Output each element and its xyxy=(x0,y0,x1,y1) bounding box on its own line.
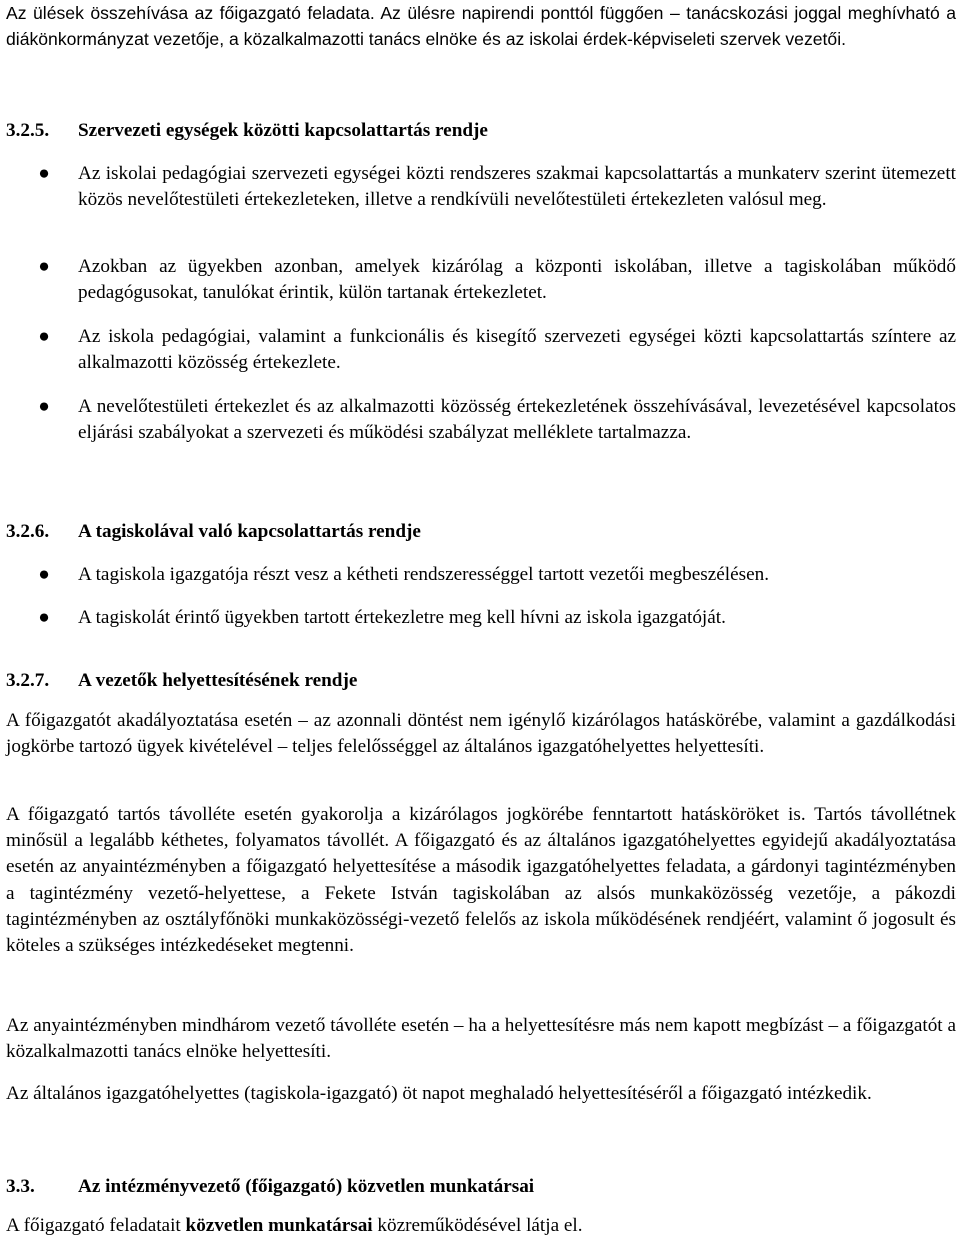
list-item-text: A tagiskolát érintő ügyekben tartott értekezletre meg kell hívni az iskola igazgatóját. xyxy=(78,607,726,628)
bullet-list-3-2-6 xyxy=(6,562,956,631)
paragraph: Az anyaintézményben mindhárom vezető távolléte esetén – ha a helyettesítésre más nem kapott megbízást – a főigazgatót a közalkalmazotti tanács elnöke helyettesíti. xyxy=(6,1015,956,1063)
section-number: 3.3. xyxy=(6,1176,35,1197)
paragraph-3-3 xyxy=(6,1213,956,1239)
paragraph: A főigazgatót akadályoztatása esetén – az azonnali döntést nem igénylő kizárólagos hatáskörébe, valamint a gazdálkodási jogkörbe tartozó ügyek kivételével – teljes felelősséggel az általános igazgatóhelyettes helyettesíti. xyxy=(6,710,956,758)
intro-paragraph: Az ülések összehívása az főigazgató feladata. Az ülésre napirendi ponttól függően – tanácskozási joggal meghívható a diákönkormányzat vezetője, a közalkalmazotti tanács elnöke és az iskolai érdek-képviseleti szervek vezetői. xyxy=(6,3,956,49)
bullet-icon: ● xyxy=(38,326,50,347)
bullet-list-3-2-5 xyxy=(6,161,956,472)
bullet-icon: ● xyxy=(38,256,50,277)
section-heading-3-3 xyxy=(6,1174,534,1200)
section-heading-3-2-6 xyxy=(6,519,421,545)
bullet-icon: ● xyxy=(38,163,50,184)
list-item xyxy=(6,605,956,631)
list-item xyxy=(6,562,956,588)
list-item-text: Az iskola pedagógiai, valamint a funkcionális és kisegítő szervezeti egységei közti kapcsolattartás színtere az alkalmazotti közösség értekezlete. xyxy=(78,326,956,374)
bullet-icon: ● xyxy=(38,396,50,417)
list-item-text: A nevelőtestületi értekezlet és az alkalmazotti közösség értekezletének összehívásával, levezetésével kapcsolatos eljárási szabályokat a szervezeti és működési szabályzat melléklete tartalmazza. xyxy=(78,396,956,444)
section-heading-3-2-5 xyxy=(6,118,488,144)
list-item-text: Azokban az ügyekben azonban, amelyek kizárólag a központi iskolában, illetve a tagiskolában működő pedagógusokat, tanulókat érintik, külön tartanak értekezletet. xyxy=(78,256,956,304)
section-heading-3-2-7 xyxy=(6,668,357,694)
section-number: 3.2.7. xyxy=(6,670,50,691)
list-item xyxy=(6,161,956,239)
paragraph: Az általános igazgatóhelyettes (tagiskola-igazgató) öt napot meghaladó helyettesítéséről a főigazgató intézkedik. xyxy=(6,1083,872,1104)
list-item xyxy=(6,394,956,472)
section-title: Szervezeti egységek közötti kapcsolattartás rendje xyxy=(78,120,488,141)
text-run: A főigazgató feladatait xyxy=(6,1215,186,1236)
paragraph: A főigazgató tartós távolléte esetén gyakorolja a kizárólagos jogkörébe fenntartott hatásköröket is. Tartós távollétnek minősül a legalább kéthetes, folyamatos távollét. A főigazgató és az általános igazgatóhelyettes egyidejű akadályoztatása esetén az anyaintézményben a főigazgató helyettesítése a második igazgatóhelyettes feladata, a gárdonyi tagintézményben a tagintézmény vezető-helyettese, a Fekete István tagiskolában az alsós munkaközösség vezetője, a pákozdi tagintézményben az osztályfőnöki munkaközösségi-vezető felelős az iskola működésének rendjéért, valamint ő jogosult és köteles a szükséges intézkedéseket megtenni. xyxy=(6,804,956,957)
section-title: Az intézményvezető (főigazgató) közvetlen munkatársai xyxy=(78,1176,535,1197)
section-number: 3.2.6. xyxy=(6,521,50,542)
list-item xyxy=(6,324,956,376)
list-item-text: Az iskolai pedagógiai szervezeti egységei közti rendszeres szakmai kapcsolattartás a munkaterv szerint ütemezett közös nevelőtestületi értekezleteken, illetve a rendkívüli nevelőtestületi értekezleten valósul meg. xyxy=(78,163,956,211)
bullet-icon: ● xyxy=(38,564,50,585)
text-run: közreműködésével látja el. xyxy=(372,1215,583,1236)
section-title: A vezetők helyettesítésének rendje xyxy=(78,670,358,691)
bullet-icon: ● xyxy=(38,607,50,628)
list-item xyxy=(6,254,956,306)
section-number: 3.2.5. xyxy=(6,120,50,141)
list-item-text: A tagiskola igazgatója részt vesz a kétheti rendszerességgel tartott vezetői megbeszélésen. xyxy=(78,564,769,585)
bold-text-run: közvetlen munkatársai xyxy=(185,1215,373,1236)
section-title: A tagiskolával való kapcsolattartás rendje xyxy=(78,521,421,542)
